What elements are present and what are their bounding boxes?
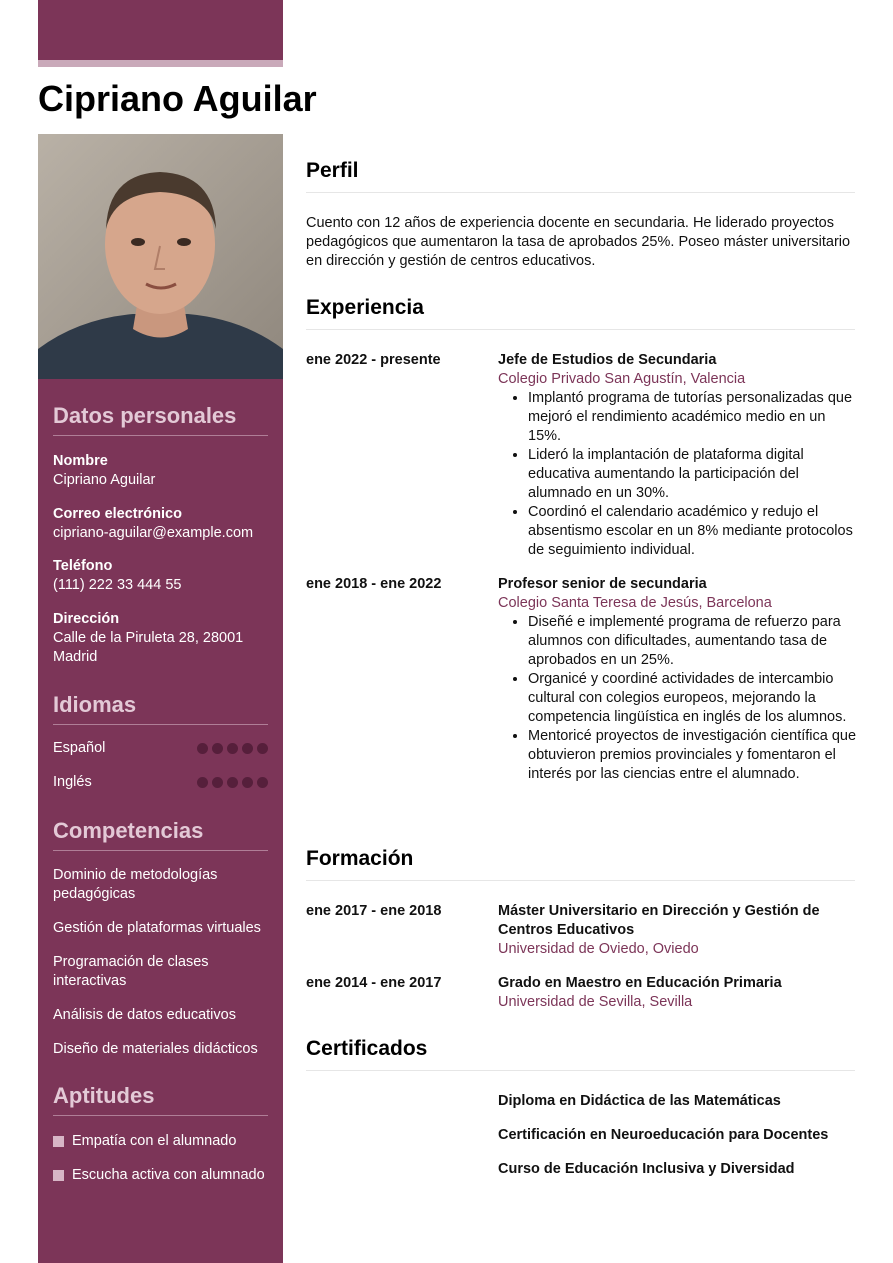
level-dot <box>242 777 253 788</box>
experience-date: ene 2018 - ene 2022 <box>306 576 442 592</box>
experience-entry <box>498 351 858 560</box>
skill-item: Análisis de datos educativos <box>53 1007 236 1023</box>
email-field <box>53 505 268 543</box>
experience-entry <box>498 575 858 784</box>
institution: Universidad de Sevilla, Sevilla <box>498 994 693 1010</box>
level-dot <box>257 777 268 788</box>
sidebar-top-band <box>38 0 283 60</box>
profile-photo <box>38 134 283 379</box>
achievement-list <box>498 613 858 784</box>
skill-item: Gestión de plataformas virtuales <box>53 920 261 936</box>
level-dot <box>242 743 253 754</box>
language-level-dots <box>197 743 268 754</box>
certificates-heading: Certificados <box>306 1037 855 1071</box>
name-value: Cipriano Aguilar <box>53 472 156 488</box>
education-heading: Formación <box>306 847 855 881</box>
name-field <box>53 452 268 490</box>
portrait-image <box>38 134 283 379</box>
languages-heading: Idiomas <box>53 692 268 725</box>
aptitude-text: Empatía con el alumnado <box>72 1133 237 1149</box>
skills-heading: Competencias <box>53 818 268 851</box>
education-entry <box>498 902 858 959</box>
language-name: Inglés <box>53 774 92 790</box>
address-label: Dirección <box>53 611 120 627</box>
phone-field <box>53 557 268 595</box>
degree-title: Máster Universitario en Dirección y Gestión de Centros Educativos <box>498 903 820 938</box>
certificate-item: Diploma en Didáctica de las Matemáticas <box>498 1093 781 1109</box>
square-bullet-icon <box>53 1170 64 1181</box>
phone-value: (111) 222 33 444 55 <box>53 577 182 593</box>
level-dot <box>227 777 238 788</box>
aptitude-item <box>53 1132 268 1151</box>
job-title: Profesor senior de secundaria <box>498 576 707 592</box>
institution: Universidad de Oviedo, Oviedo <box>498 941 699 957</box>
employer: Colegio Santa Teresa de Jesús, Barcelona <box>498 595 772 611</box>
experience-date: ene 2022 - presente <box>306 352 441 368</box>
achievement-item: • Organicé y coordiné actividades de intercambio cultural con colegios europeos, mejorando la competencia lingüística en inglés de los alumnos. <box>528 670 858 727</box>
level-dot <box>197 777 208 788</box>
level-dot <box>212 743 223 754</box>
certificate-item: Certificación en Neuroeducación para Docentes <box>498 1127 829 1143</box>
skill-item: Dominio de metodologías pedagógicas <box>53 867 218 902</box>
achievement-item: • Implantó programa de tutorías personalizadas que mejoró el rendimiento académico medio en un 15%. <box>528 389 858 446</box>
achievement-item: • Lideró la implantación de plataforma digital educativa aumentando la participación del alumnado en un 30%. <box>528 446 858 503</box>
email-label: Correo electrónico <box>53 506 182 522</box>
employer: Colegio Privado San Agustín, Valencia <box>498 371 746 387</box>
email-value[interactable]: cipriano-aguilar@example.com <box>53 525 254 541</box>
achievement-item: • Diseñé e implementé programa de refuerzo para alumnos con dificultades, aumentando tasa de aprobados en un 25%. <box>528 613 858 670</box>
address-value: Calle de la Piruleta 28, 28001 Madrid <box>53 630 244 665</box>
experience-heading: Experiencia <box>306 296 855 330</box>
level-dot <box>212 777 223 788</box>
profile-heading: Perfil <box>306 159 855 193</box>
aptitude-item <box>53 1166 268 1185</box>
address-field <box>53 610 268 667</box>
personal-data-heading: Datos personales <box>53 403 268 436</box>
aptitudes-heading: Aptitudes <box>53 1083 268 1116</box>
education-date: ene 2014 - ene 2017 <box>306 975 442 991</box>
skill-item: Programación de clases interactivas <box>53 954 209 989</box>
language-level-dots <box>197 777 268 788</box>
level-dot <box>257 743 268 754</box>
achievement-list <box>498 389 858 560</box>
level-dot <box>227 743 238 754</box>
language-row <box>53 774 268 790</box>
achievement-item: • Mentoricé proyectos de investigación científica que obtuvieron premios provinciales y fomentaron el interés por las ciencias entre el alumnado. <box>528 727 858 784</box>
language-name: Español <box>53 740 106 756</box>
square-bullet-icon <box>53 1136 64 1147</box>
aptitude-text: Escucha activa con alumnado <box>72 1167 265 1183</box>
degree-title: Grado en Maestro en Educación Primaria <box>498 975 782 991</box>
education-date: ene 2017 - ene 2018 <box>306 903 442 919</box>
job-title: Jefe de Estudios de Secundaria <box>498 352 717 368</box>
name-label: Nombre <box>53 453 108 469</box>
phone-label: Teléfono <box>53 558 113 574</box>
candidate-name: Cipriano Aguilar <box>38 78 317 119</box>
achievement-item: • Coordinó el calendario académico y redujo el absentismo escolar en un 8% mediante protocolos de seguimiento individual. <box>528 503 858 560</box>
language-row <box>53 740 268 756</box>
certificate-item: Curso de Educación Inclusiva y Diversidad <box>498 1161 795 1177</box>
sidebar-top-stripe <box>38 60 283 67</box>
sidebar <box>38 379 283 1263</box>
skill-item: Diseño de materiales didácticos <box>53 1041 258 1057</box>
education-entry <box>498 974 858 1012</box>
profile-summary: Cuento con 12 años de experiencia docente en secundaria. He liderado proyectos pedagógicos que aumentaron la tasa de aprobados 25%. Poseo máster universitario en dirección y gestión de centros educativos. <box>306 215 851 269</box>
level-dot <box>197 743 208 754</box>
